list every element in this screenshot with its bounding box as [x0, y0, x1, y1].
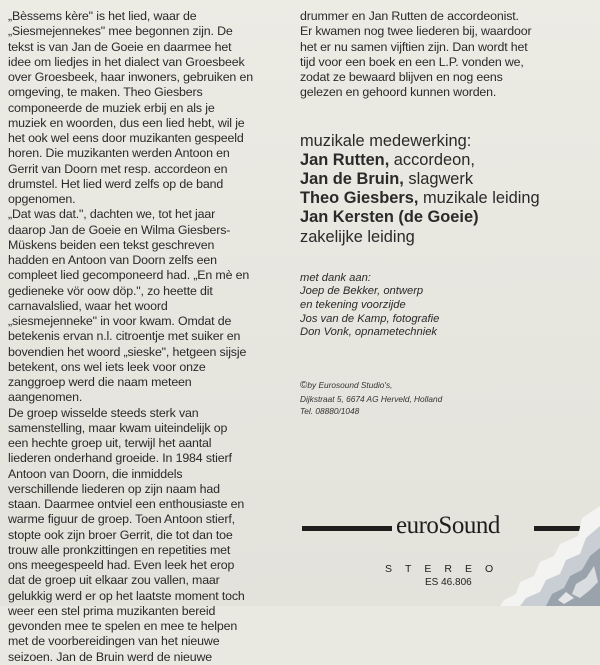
catalog-number: ES 46.806 [425, 577, 472, 588]
text-line: gedieneke vör oow döp.", zo heette dit [8, 283, 213, 298]
text-line: aangenomen. [8, 390, 83, 405]
text-line: het ook wel eens door muzikanten gespeeld [8, 131, 244, 145]
text-line: liederen onderhand groeide. In 1984 stierf [8, 451, 232, 466]
text-line: omgeving, te maken. Theo Giesbers [8, 85, 203, 100]
text-line: Antoon van Doorn, die inmiddels [8, 466, 183, 481]
copyright-notice [300, 379, 442, 418]
text-line: tijd voor een boek en een L.P. vonden we, [300, 54, 524, 69]
thanks-line: en tekening voorzijde [300, 298, 406, 311]
text-line: seizoen. Jan de Bruin werd de nieuwe [8, 649, 212, 664]
text-line: dat de groep uit elkaar zou vallen, maar [8, 573, 220, 588]
credit-role: zakelijke leiding [300, 227, 415, 246]
text-line: carnavalslied, waar het woord [8, 298, 168, 313]
text-line: staan. Daarmee ontviel een enthousiaste en [8, 497, 245, 511]
logo-text: euroSound [396, 512, 500, 539]
liner-notes-continuation [300, 9, 600, 101]
text-line: Er kwamen nog twee liederen bij, waardoor [300, 24, 532, 39]
torn-paper-damage [490, 496, 600, 606]
text-line: betekenis ervan n.l. citroentje met suiker en [8, 329, 241, 344]
text-line: compleet lied gecomponeerd had. „En mè en [8, 268, 250, 283]
text-line: De groep wisselde steeds sterk van [8, 405, 199, 420]
text-line: drumstel. Het lied werd zelfs op de band [8, 176, 224, 191]
text-line: opgenomen. [8, 192, 76, 206]
text-line: hadden en Antoon van Doorn zelfs een [8, 253, 217, 267]
thanks-line: Joep de Bekker, ontwerp [300, 285, 424, 298]
copyright-line: by Eurosound Studio's, [307, 380, 393, 390]
copyright-symbol: © [300, 380, 308, 391]
text-line: componeerde de muziek erbij en als je [8, 100, 215, 115]
text-line: samenstelling, maar kwam uiteindelijk op [8, 420, 228, 435]
text-line: trouw alle pronkzittingen en repetities met [8, 542, 231, 557]
text-line: zodat ze bewaard blijven en nog eens [300, 70, 503, 84]
text-line: stopte ook zijn broer Gerrit, die tot dan toe [8, 527, 233, 542]
thanks-line: Jos van de Kamp, fotografie [300, 312, 440, 325]
text-line: gevonden mee te spelen en mee te helpen [8, 619, 238, 633]
copyright-address: Dijkstraat 5, 6674 AG Herveld, Holland [300, 393, 443, 404]
credit-line: Jan de Bruin, slagwerk [300, 169, 474, 188]
text-line: betekent, ons wel iets leek voor onze [8, 359, 206, 374]
credits-heading: muzikale medewerking: [300, 131, 472, 150]
text-line: ons meegespeeld had. Even leek het erop [8, 558, 235, 572]
credits-block [300, 132, 600, 247]
text-line: „siesmejenneke" in voor kwam. Omdat de [8, 314, 232, 328]
text-line: „Bèssems kère" is het lied, waar de [8, 9, 197, 23]
text-line: gelukkig werd er op het laatste moment toch [8, 588, 245, 603]
text-line: horen. Die muzikanten werden Antoon en [8, 146, 230, 161]
logo-rule-left [302, 526, 392, 531]
acknowledgements [300, 272, 600, 340]
text-line: drummer en Jan Rutten de accordeonist. [300, 9, 519, 23]
copyright-phone: Tel. 08880/1048 [300, 406, 360, 416]
text-line: een hechte groep uit, terwijl het aantal [8, 436, 212, 450]
text-line: weer een stel prima muzikanten bereid [8, 603, 216, 618]
thanks-line: Don Vonk, opnametechniek [300, 326, 438, 339]
credit-line: Theo Giesbers, muzikale leiding [300, 189, 540, 208]
text-line: muziek en woorden, dus een lied hebt, wil je [8, 115, 245, 130]
credit-line: Jan Kersten (de Goeie) [300, 208, 479, 227]
text-line: idee om liedjes in het dialect van Groesbeek [8, 54, 245, 69]
text-line: bovendien het woord „sieske", hetgeen sijsje [8, 344, 247, 359]
text-line: zanggroep werd die naam meteen [8, 375, 192, 389]
text-line: gelezen en gehoord kunnen worden. [300, 85, 497, 100]
text-line: Gerrit van Doorn met resp. accordeon en [8, 161, 228, 176]
text-line: tekst is van Jan de Goeie en daarmee het [8, 39, 232, 54]
stereo-label: STEREO [385, 563, 507, 575]
thanks-heading: met dank aan: [300, 271, 371, 284]
text-line: verschillende liederen op zijn naam had [8, 481, 220, 496]
credit-line: Jan Rutten, accordeon, [300, 150, 475, 169]
text-line: over Groesbeek, haar inwoners, gebruiken en [8, 70, 253, 84]
liner-notes-left-column [8, 9, 300, 665]
text-line: „Dat was dat.", dachten we, tot het jaar [8, 207, 216, 222]
text-line: „Siesmejennekes" mee begonnen zijn. De [8, 24, 233, 39]
text-line: warme figuur de groep. Toen Antoon stierf, [8, 512, 235, 527]
text-line: met de voorbereidingen van het nieuwe [8, 634, 220, 649]
liner-notes-right-column [300, 9, 600, 340]
text-line: daarop Jan de Goeie en Wilma Giesbers- [8, 222, 231, 237]
text-line: Müskens beiden een tekst geschreven [8, 237, 215, 252]
text-line: het er nu samen vijftien zijn. Dan wordt het [300, 39, 528, 54]
